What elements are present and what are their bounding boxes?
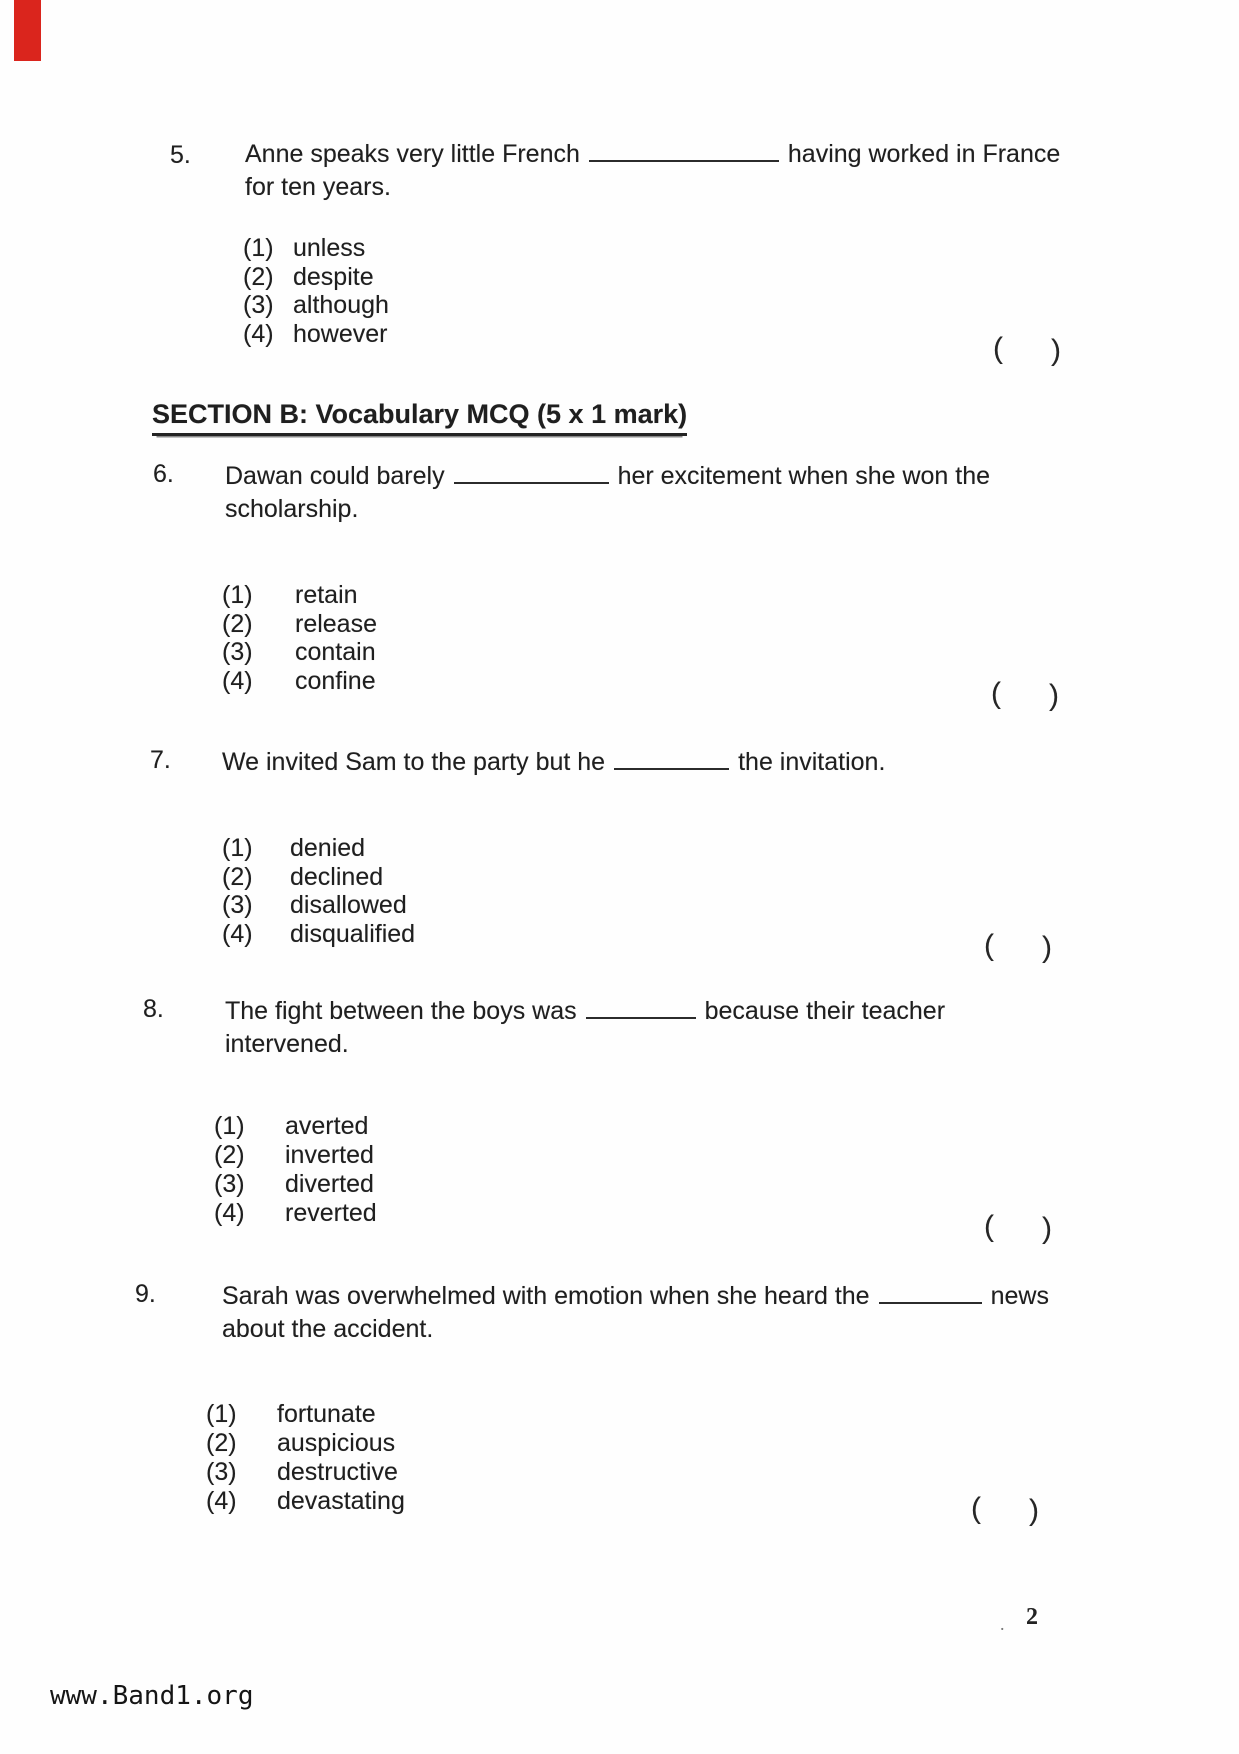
option-label: averted — [285, 1112, 369, 1140]
option-label: contain — [295, 638, 376, 666]
question-text-before-blank: The fight between the boys was — [225, 997, 577, 1025]
footer-url: www.Band1.org — [50, 1681, 254, 1711]
question-text-before-blank: Dawan could barely — [225, 462, 445, 490]
question-text — [225, 460, 990, 526]
option-row — [206, 1487, 405, 1516]
section-header: SECTION B: Vocabulary MCQ (5 x 1 mark) — [152, 399, 687, 436]
question-text-after-blank: because their teacher — [704, 997, 946, 1025]
question-line-1 — [225, 460, 990, 493]
answer-bracket-close: ) — [1042, 931, 1052, 964]
option-number: (2) — [222, 609, 253, 638]
option-row — [243, 234, 389, 263]
page-number-dot: . — [1000, 1614, 1005, 1634]
option-label: release — [295, 609, 377, 638]
question-text-after-blank: news — [990, 1282, 1049, 1310]
option-row — [214, 1112, 377, 1141]
option-number: (4) — [222, 919, 253, 948]
option-number: (4) — [214, 1199, 245, 1227]
option-number: (3) — [214, 1170, 245, 1198]
answer-bracket-close: ) — [1049, 679, 1059, 712]
blank-line — [879, 1283, 982, 1304]
option-row — [206, 1429, 405, 1458]
option-row — [206, 1400, 405, 1429]
answer-bracket-open: ( — [984, 929, 994, 962]
question-line-2: scholarship. — [225, 495, 359, 523]
option-label: unless — [293, 234, 366, 262]
option-label: denied — [290, 834, 366, 862]
option-row — [243, 320, 389, 349]
option-label: however — [293, 319, 388, 348]
question-line-1 — [225, 995, 945, 1028]
question-number: 8. — [143, 995, 164, 1023]
option-label: although — [293, 291, 389, 319]
options-list — [222, 581, 377, 695]
option-row — [222, 920, 415, 949]
option-number: (2) — [222, 862, 253, 891]
answer-bracket-close: ) — [1042, 1212, 1052, 1245]
option-label: declined — [290, 862, 384, 891]
option-number: (3) — [243, 291, 274, 319]
option-row — [222, 581, 377, 610]
option-number: (1) — [222, 581, 253, 609]
question-text — [225, 995, 945, 1061]
options-list — [243, 234, 389, 348]
option-row — [214, 1141, 377, 1170]
option-label: devastating — [277, 1487, 405, 1515]
option-number: (2) — [243, 262, 274, 291]
answer-bracket-close: ) — [1051, 334, 1061, 367]
option-row — [214, 1170, 377, 1199]
option-number: (4) — [206, 1487, 237, 1515]
option-number: (4) — [222, 666, 253, 695]
options-list — [214, 1112, 377, 1228]
option-number: (3) — [222, 638, 253, 666]
blank-line — [614, 749, 729, 770]
option-row — [222, 891, 415, 920]
option-label: disqualified — [290, 919, 416, 948]
option-label: diverted — [285, 1170, 374, 1198]
question-text-after-blank: the invitation. — [738, 748, 886, 776]
option-label: fortunate — [277, 1400, 376, 1428]
option-number: (3) — [206, 1458, 237, 1486]
question-text — [245, 138, 1060, 204]
blank-line — [586, 998, 696, 1019]
option-label: despite — [293, 262, 374, 291]
option-row — [222, 638, 377, 667]
question-line-2: for ten years. — [245, 173, 391, 201]
answer-bracket-open: ( — [993, 332, 1003, 365]
option-label: inverted — [285, 1141, 374, 1169]
question-text-before-blank: Sarah was overwhelmed with emotion when she heard the — [222, 1282, 870, 1310]
question-line-2: about the accident. — [222, 1315, 434, 1343]
question-text — [222, 1280, 1049, 1346]
question-text-before-blank: Anne speaks very little French — [245, 140, 580, 168]
section-header-wrap — [152, 399, 687, 430]
option-row — [243, 263, 389, 292]
question-text-after-blank: her excitement when she won the — [617, 462, 991, 490]
option-number: (2) — [214, 1141, 245, 1169]
question-line-1 — [245, 138, 1060, 171]
question-number: 9. — [135, 1280, 156, 1308]
options-list — [222, 834, 415, 948]
option-number: (4) — [243, 319, 274, 348]
page-number: 2 — [1026, 1604, 1038, 1630]
option-number: (1) — [214, 1112, 245, 1140]
option-row — [222, 667, 377, 696]
question-line-1 — [222, 1280, 1049, 1313]
option-number: (1) — [243, 234, 274, 262]
option-label: auspicious — [277, 1429, 396, 1457]
question-line-2: intervened. — [225, 1030, 349, 1058]
answer-bracket-open: ( — [984, 1210, 994, 1243]
question-text-after-blank: having worked in France — [787, 140, 1061, 168]
option-row — [214, 1199, 377, 1228]
question-number: 5. — [170, 141, 191, 169]
option-number: (1) — [206, 1400, 237, 1428]
option-label: destructive — [277, 1458, 398, 1486]
option-label: retain — [295, 581, 358, 609]
option-row — [222, 610, 377, 639]
answer-bracket-close: ) — [1029, 1494, 1039, 1527]
option-row — [222, 834, 415, 863]
blank-line — [454, 463, 609, 484]
blank-line — [589, 141, 779, 162]
question-line-1 — [222, 746, 885, 779]
option-number: (2) — [206, 1429, 237, 1457]
options-list — [206, 1400, 405, 1516]
option-row — [243, 291, 389, 320]
option-label: reverted — [285, 1199, 377, 1227]
red-corner-mark — [14, 0, 41, 61]
answer-bracket-open: ( — [991, 677, 1001, 710]
option-label: confine — [295, 666, 376, 695]
question-number: 6. — [153, 460, 174, 488]
question-text-before-blank: We invited Sam to the party but he — [222, 748, 606, 776]
option-row — [206, 1458, 405, 1487]
question-text — [222, 746, 885, 779]
option-row — [222, 863, 415, 892]
option-label: disallowed — [290, 891, 407, 919]
option-number: (1) — [222, 834, 253, 862]
option-number: (3) — [222, 891, 253, 919]
answer-bracket-open: ( — [971, 1492, 981, 1525]
question-number: 7. — [150, 746, 171, 774]
